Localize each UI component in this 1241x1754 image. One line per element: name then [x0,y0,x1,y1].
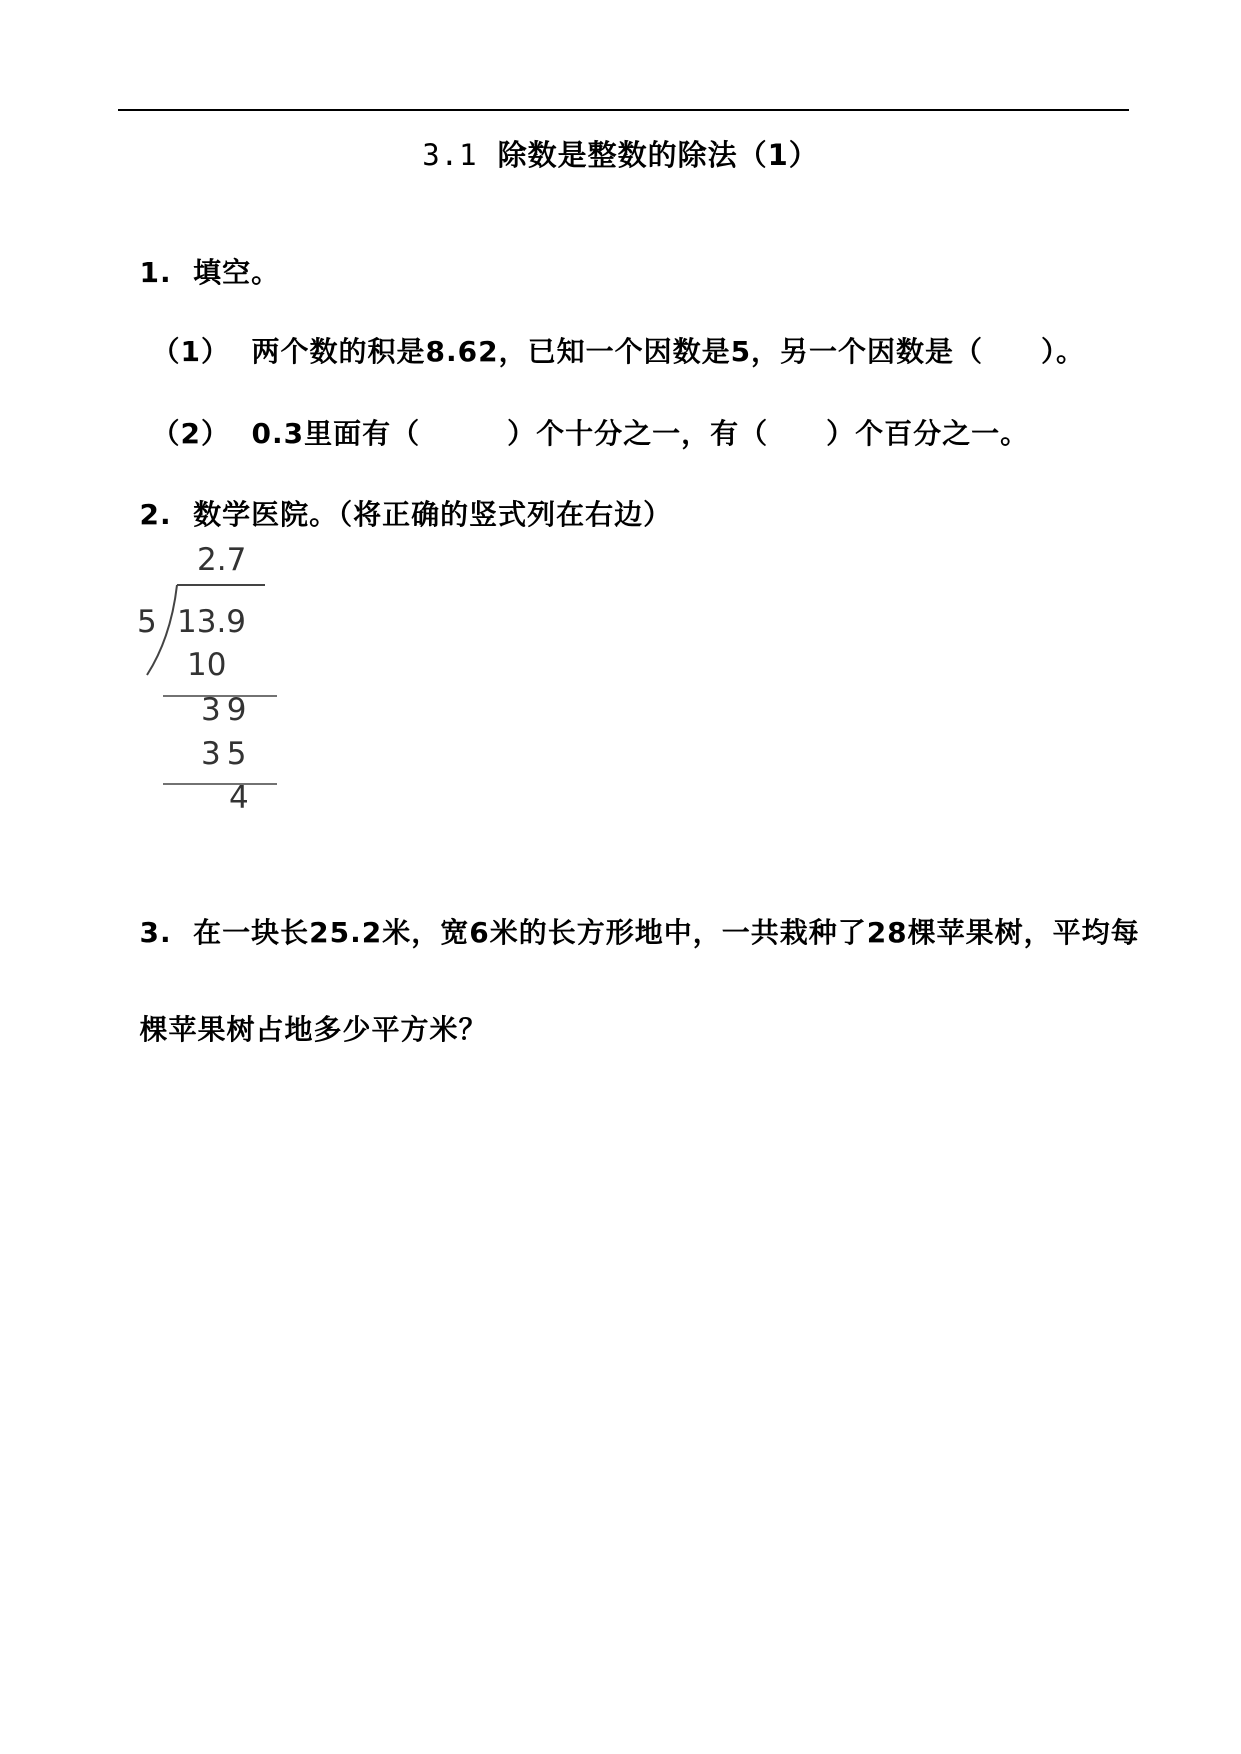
division-step-3: 35 [201,736,253,772]
question-3-line-2 [118,975,488,1048]
page-title [0,133,1241,174]
question-2-heading [118,460,672,533]
question-1-number: 1. [139,256,172,289]
item-1-text: 两个数的积是8.62，已知一个因数是5，另一个因数是（ ）。 [251,335,1086,368]
item-1-number: （1） [151,335,230,368]
question-1-title: 填空。 [193,256,281,289]
division-step-1: 10 [187,647,227,683]
question-3-number: 3. [139,916,172,949]
header-rule [118,109,1129,111]
division-remainder: 4 [229,780,249,816]
division-divisor: 5 [137,604,157,640]
question-1-heading [118,218,280,291]
section-number: 3.1 [422,138,478,172]
question-1-item-1 [130,297,1085,370]
long-division-figure [125,540,295,840]
item-2-text: 0.3里面有（ ）个十分之一，有（ ）个百分之一。 [251,417,1030,450]
question-3-text-1: 在一块长25.2米，宽6米的长方形地中，一共栽种了28棵苹果树，平均每 [193,916,1140,949]
division-quotient: 2.7 [197,542,247,578]
question-2-title: 数学医院。（将正确的竖式列在右边） [193,498,673,531]
division-dividend: 13.9 [177,604,247,640]
question-2-number: 2. [139,498,172,531]
question-3-line-1 [118,878,1140,951]
title-text: 除数是整数的除法（1） [497,138,819,172]
item-2-number: （2） [151,417,230,450]
question-1-item-2 [130,379,1029,452]
division-step-2: 39 [201,692,253,728]
question-3-text-2: 棵苹果树占地多少平方米？ [139,1013,488,1046]
